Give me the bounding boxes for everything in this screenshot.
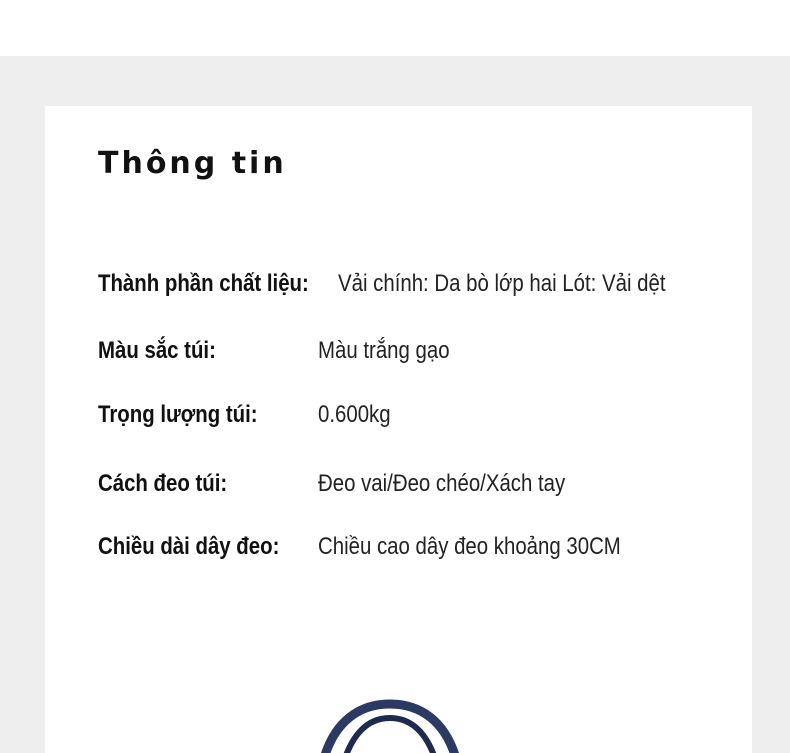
spec-value: Chiều cao dây đeo khoảng 30CM: [318, 533, 621, 560]
spec-label: Cách đeo túi:: [98, 470, 228, 497]
section-title: Thông tin: [98, 146, 287, 181]
bag-handle-image: [305, 696, 475, 753]
spec-row-carry-style: [98, 470, 738, 504]
spec-row-weight: [98, 401, 738, 435]
spec-value: Đeo vai/Đeo chéo/Xách tay: [318, 470, 566, 497]
spec-label: Chiều dài dây đeo:: [98, 533, 280, 560]
spec-row-color: [98, 337, 738, 371]
spec-label: Trọng lượng túi:: [98, 401, 258, 428]
spec-row-material: [98, 270, 738, 304]
top-band: [0, 0, 790, 56]
spec-row-strap-length: [98, 533, 738, 567]
spec-value: Vải chính: Da bò lớp hai Lót: Vải dệt: [338, 270, 666, 297]
spec-value: Màu trắng gạo: [318, 337, 450, 364]
spec-label: Màu sắc túi:: [98, 337, 216, 364]
spec-label: Thành phần chất liệu:: [98, 270, 309, 297]
spec-value: 0.600kg: [318, 401, 391, 428]
product-info-card: [45, 106, 752, 753]
